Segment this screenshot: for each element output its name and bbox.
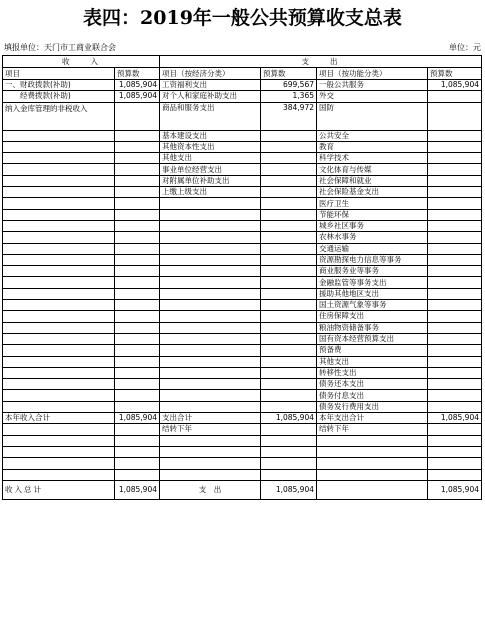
income-item [3, 345, 115, 356]
income-item [3, 424, 115, 435]
econ-value [261, 141, 317, 152]
func-total-value: 1,085,904 [428, 413, 482, 424]
table-row [3, 333, 482, 344]
income-item [3, 469, 115, 480]
econ-item: 其他资本性支出 [160, 141, 261, 152]
func-item: 教育 [317, 141, 428, 152]
income-item [3, 356, 115, 367]
econ-item [160, 345, 261, 356]
func-value [428, 401, 482, 412]
income-value [115, 164, 160, 175]
table-row [3, 266, 482, 277]
grand-total-row [3, 480, 482, 499]
income-item [3, 277, 115, 288]
income-item [3, 175, 115, 186]
func-value [428, 311, 482, 322]
econ-value [261, 345, 317, 356]
econ-value: 699,567 [261, 80, 317, 91]
func-item: 文化体育与传媒 [317, 164, 428, 175]
table-row [3, 91, 482, 102]
econ-item [160, 356, 261, 367]
econ-item [160, 379, 261, 390]
econ-item [160, 288, 261, 299]
func-item: 商业服务业等事务 [317, 266, 428, 277]
func-value [428, 141, 482, 152]
income-item [3, 458, 115, 469]
income-item [3, 379, 115, 390]
income-item [3, 435, 115, 446]
table-row [3, 141, 482, 152]
econ-item: 对个人和家庭补助支出 [160, 91, 261, 102]
econ-value [261, 401, 317, 412]
table-row [3, 80, 482, 91]
table-row [3, 435, 482, 446]
income-item [3, 243, 115, 254]
func-item: 国有资本经营预算支出 [317, 333, 428, 344]
func-item: 债务付息支出 [317, 390, 428, 401]
func-value [428, 232, 482, 243]
income-value [115, 198, 160, 209]
grand-income-label: 收入总计 [3, 480, 115, 499]
table-row [3, 277, 482, 288]
func-value [428, 277, 482, 288]
econ-value [261, 266, 317, 277]
income-value [115, 288, 160, 299]
col-item: 项目 [3, 68, 115, 80]
income-value [115, 232, 160, 243]
func-item: 外交 [317, 91, 428, 102]
func-item: 其他支出 [317, 356, 428, 367]
func-value [428, 322, 482, 333]
func-value [428, 198, 482, 209]
econ-item [160, 277, 261, 288]
func-item [317, 469, 428, 480]
reporting-unit: 填报单位：天门市工商业联合会 [4, 43, 116, 52]
func-item: 国防 [317, 102, 428, 130]
income-value [115, 435, 160, 446]
income-value: 1,085,904 [115, 80, 160, 91]
func-item: 粮油物资储备事务 [317, 322, 428, 333]
econ-value [261, 153, 317, 164]
grand-func-value: 1,085,904 [428, 480, 482, 499]
header-row-columns [3, 68, 482, 80]
income-item [3, 187, 115, 198]
income-value [115, 175, 160, 186]
econ-value [261, 311, 317, 322]
income-item [3, 288, 115, 299]
econ-value [261, 220, 317, 231]
func-value [428, 333, 482, 344]
func-item [317, 480, 428, 499]
econ-item [160, 458, 261, 469]
income-item [3, 130, 115, 141]
econ-item: 上缴上级支出 [160, 187, 261, 198]
econ-value [261, 300, 317, 311]
income-value [115, 102, 160, 130]
income-item [3, 220, 115, 231]
grand-income-value: 1,085,904 [115, 480, 160, 499]
econ-item [160, 367, 261, 378]
econ-value [261, 130, 317, 141]
income-value [115, 141, 160, 152]
income-value [115, 458, 160, 469]
income-value [115, 446, 160, 457]
econ-item: 对附属单位补助支出 [160, 175, 261, 186]
income-value [115, 153, 160, 164]
income-item [3, 322, 115, 333]
income-item [3, 153, 115, 164]
table-row [3, 469, 482, 480]
econ-total-label: 支出合计 [160, 413, 261, 424]
econ-value [261, 288, 317, 299]
carry-row [3, 424, 482, 435]
income-value [115, 243, 160, 254]
func-item: 转移性支出 [317, 367, 428, 378]
func-value [428, 209, 482, 220]
econ-item [160, 254, 261, 265]
income-value [115, 390, 160, 401]
econ-value [261, 367, 317, 378]
econ-value [261, 379, 317, 390]
econ-item [160, 220, 261, 231]
econ-value [261, 356, 317, 367]
econ-item [160, 390, 261, 401]
econ-value [261, 198, 317, 209]
econ-item: 商品和服务支出 [160, 102, 261, 130]
func-carry-label: 结转下年 [317, 424, 428, 435]
income-item [3, 446, 115, 457]
econ-value [261, 390, 317, 401]
table-row [3, 379, 482, 390]
func-item: 援助其他地区支出 [317, 288, 428, 299]
econ-value [261, 446, 317, 457]
func-item: 交通运输 [317, 243, 428, 254]
func-item: 医疗卫生 [317, 198, 428, 209]
econ-item [160, 266, 261, 277]
econ-value [261, 254, 317, 265]
income-value [115, 266, 160, 277]
func-item: 预备费 [317, 345, 428, 356]
income-value [115, 379, 160, 390]
econ-value [261, 333, 317, 344]
table-row [3, 209, 482, 220]
econ-value [261, 175, 317, 186]
income-total-value: 1,085,904 [115, 413, 160, 424]
func-value [428, 164, 482, 175]
func-value [428, 345, 482, 356]
income-value [115, 254, 160, 265]
func-value [428, 446, 482, 457]
func-value: 1,085,904 [428, 80, 482, 91]
income-item [3, 401, 115, 412]
income-item [3, 209, 115, 220]
func-item: 农林水事务 [317, 232, 428, 243]
func-item: 国土资源气象等事务 [317, 300, 428, 311]
income-item: 一、财政拨款(补助) [3, 80, 115, 91]
table-row [3, 311, 482, 322]
income-item: 纳入金库管理的非税收入 [3, 102, 115, 130]
func-value [428, 254, 482, 265]
expense-header: 支 出 [160, 56, 482, 68]
income-item [3, 198, 115, 209]
econ-item [160, 322, 261, 333]
income-item: 经费拨款(补助) [3, 91, 115, 102]
col-budget: 预算数 [428, 68, 482, 80]
table-row [3, 401, 482, 412]
income-value: 1,085,904 [115, 91, 160, 102]
grand-expense-label: 支 出 [160, 480, 261, 499]
income-value [115, 333, 160, 344]
table-row [3, 164, 482, 175]
econ-item: 基本建设支出 [160, 130, 261, 141]
func-value [428, 424, 482, 435]
income-item [3, 266, 115, 277]
func-item: 住房保障支出 [317, 311, 428, 322]
income-value [115, 401, 160, 412]
econ-value: 384,972 [261, 102, 317, 130]
econ-item [160, 198, 261, 209]
func-item: 节能环保 [317, 209, 428, 220]
func-item: 公共安全 [317, 130, 428, 141]
func-value [428, 187, 482, 198]
econ-item: 工资福利支出 [160, 80, 261, 91]
func-item [317, 458, 428, 469]
income-item [3, 232, 115, 243]
func-value [428, 367, 482, 378]
income-item [3, 311, 115, 322]
income-value [115, 356, 160, 367]
econ-value [261, 322, 317, 333]
income-value [115, 311, 160, 322]
econ-value [261, 458, 317, 469]
col-item-econ: 项目（按经济分类） [160, 68, 261, 80]
func-value [428, 243, 482, 254]
func-item [317, 435, 428, 446]
func-value [428, 435, 482, 446]
func-value [428, 458, 482, 469]
func-value [428, 266, 482, 277]
table-row [3, 367, 482, 378]
func-item: 科学技术 [317, 153, 428, 164]
econ-value: 1,365 [261, 91, 317, 102]
income-header: 收 入 [3, 56, 160, 68]
table-row [3, 254, 482, 265]
table-row [3, 187, 482, 198]
income-total-label: 本年收入合计 [3, 413, 115, 424]
econ-item [160, 311, 261, 322]
income-value [115, 367, 160, 378]
econ-item [160, 209, 261, 220]
econ-value [261, 243, 317, 254]
income-value [115, 469, 160, 480]
col-item-func: 项目（按功能分类） [317, 68, 428, 80]
income-item [3, 300, 115, 311]
income-item [3, 141, 115, 152]
func-value [428, 175, 482, 186]
income-value [115, 277, 160, 288]
col-budget: 预算数 [261, 68, 317, 80]
econ-value [261, 424, 317, 435]
func-value [428, 288, 482, 299]
econ-value [261, 209, 317, 220]
page-title: 表四：2019年一般公共预算收支总表 [83, 7, 402, 29]
table-row [3, 356, 482, 367]
table-row [3, 102, 482, 130]
econ-value [261, 232, 317, 243]
econ-value [261, 469, 317, 480]
func-item: 资源勘探电力信息等事务 [317, 254, 428, 265]
econ-item [160, 469, 261, 480]
func-item: 债务还本支出 [317, 379, 428, 390]
econ-item [160, 232, 261, 243]
income-value [115, 130, 160, 141]
func-value [428, 220, 482, 231]
econ-item: 事业单位经营支出 [160, 164, 261, 175]
table-row [3, 322, 482, 333]
income-item [3, 367, 115, 378]
func-item: 社会保险基金支出 [317, 187, 428, 198]
func-total-label: 本年支出合计 [317, 413, 428, 424]
econ-item [160, 300, 261, 311]
income-value [115, 220, 160, 231]
table-body [3, 56, 482, 500]
grand-expense-value: 1,085,904 [261, 480, 317, 499]
totals-row [3, 413, 482, 424]
table-row [3, 345, 482, 356]
func-value [428, 153, 482, 164]
func-value [428, 379, 482, 390]
econ-item [160, 435, 261, 446]
func-value [428, 390, 482, 401]
func-item [317, 446, 428, 457]
econ-total-value: 1,085,904 [261, 413, 317, 424]
income-item [3, 333, 115, 344]
func-value [428, 102, 482, 130]
income-value [115, 209, 160, 220]
table-row [3, 220, 482, 231]
econ-item [160, 401, 261, 412]
table-row [3, 243, 482, 254]
econ-carry-label: 结转下年 [160, 424, 261, 435]
table-row [3, 175, 482, 186]
func-item: 金融监管等事务支出 [317, 277, 428, 288]
income-value [115, 300, 160, 311]
econ-value [261, 164, 317, 175]
func-item: 社会保障和就业 [317, 175, 428, 186]
table-row [3, 446, 482, 457]
col-budget: 预算数 [115, 68, 160, 80]
func-value [428, 356, 482, 367]
income-value [115, 424, 160, 435]
func-value [428, 130, 482, 141]
func-item: 一般公共服务 [317, 80, 428, 91]
func-value [428, 469, 482, 480]
table-row [3, 300, 482, 311]
income-item [3, 164, 115, 175]
currency-unit: 单位：元 [449, 43, 481, 52]
econ-item: 其他支出 [160, 153, 261, 164]
income-value [115, 345, 160, 356]
table-row [3, 458, 482, 469]
func-item: 债务发行费用支出 [317, 401, 428, 412]
income-item [3, 390, 115, 401]
econ-value [261, 187, 317, 198]
econ-item [160, 333, 261, 344]
func-value [428, 91, 482, 102]
econ-value [261, 435, 317, 446]
econ-value [261, 277, 317, 288]
table-row [3, 232, 482, 243]
econ-item [160, 446, 261, 457]
table-row [3, 130, 482, 141]
budget-table [2, 55, 482, 500]
func-item: 城乡社区事务 [317, 220, 428, 231]
econ-item [160, 243, 261, 254]
income-value [115, 187, 160, 198]
table-row [3, 288, 482, 299]
table-row [3, 198, 482, 209]
func-value [428, 300, 482, 311]
table-row [3, 153, 482, 164]
header-row-group [3, 56, 482, 68]
table-row [3, 390, 482, 401]
income-value [115, 322, 160, 333]
income-item [3, 254, 115, 265]
